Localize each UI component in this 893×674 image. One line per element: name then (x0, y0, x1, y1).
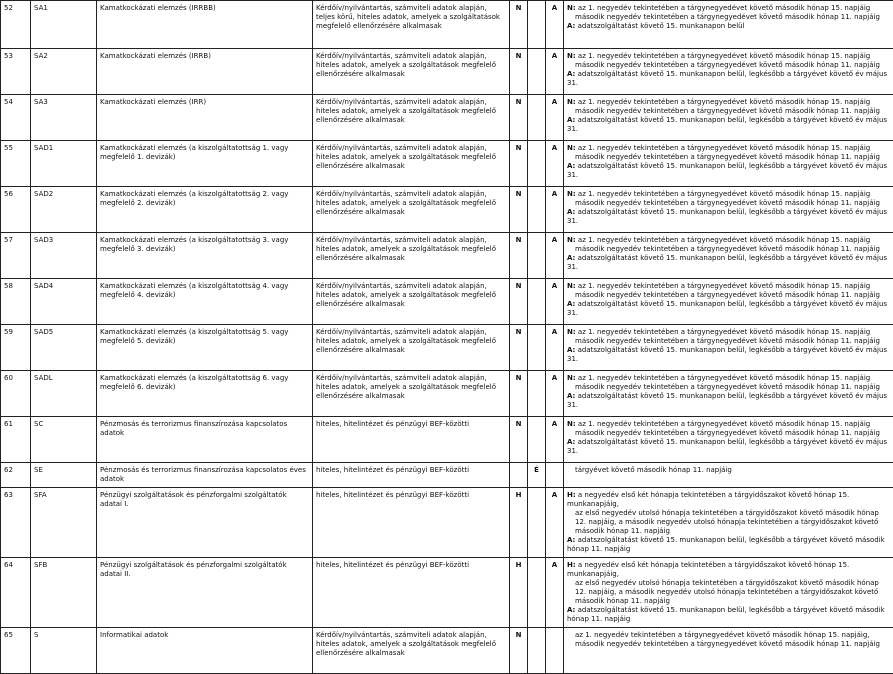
deadline-label: N: (567, 98, 576, 106)
row-annual-flag (528, 141, 546, 187)
deadline-text: az 1. negyedév tekintetében a tárgynegyedévet követő második hónap 15. napjáig (578, 98, 870, 106)
table-row (1, 371, 893, 417)
row-frequency-flag: N (510, 49, 528, 95)
row-name: Kamatkockázati elemzés (IRR) (97, 95, 313, 141)
row-source: hiteles, hitelintézet és pénzügyi BEF-közötti (313, 488, 510, 558)
deadline-line (567, 52, 890, 61)
row-name: Kamatkockázati elemzés (a kiszolgáltatottság 5. vagy megfelelő 5. devizák) (97, 325, 313, 371)
row-frequency-flag: H (510, 488, 528, 558)
row-name: Kamatkockázati elemzés (a kiszolgáltatottság 3. vagy megfelelő 3. devizák) (97, 233, 313, 279)
table-row (1, 1, 893, 49)
row-adhoc-flag (546, 628, 564, 674)
deadline-line (567, 374, 890, 383)
deadline-label: A: (567, 606, 575, 614)
row-name: Kamatkockázati elemzés (a kiszolgáltatottság 6. vagy megfelelő 6. devizák) (97, 371, 313, 417)
row-source: Kérdőív/nyilvántartás, számviteli adatok alapján, hiteles adatok, amelyek a szolgáltatások megfelelő ellenőrzésére alkalmasak (313, 279, 510, 325)
row-adhoc-flag: A (546, 233, 564, 279)
deadline-text: adatszolgáltatást követő 15. munkanapon belül, legkésőbb a tárgyévet követő év május 31. (567, 254, 887, 271)
deadline-line (567, 466, 890, 475)
deadline-line (567, 70, 890, 88)
deadline-line (567, 561, 890, 579)
deadline-line (567, 606, 890, 624)
deadline-label: A: (567, 208, 575, 216)
row-deadline (564, 463, 893, 488)
row-source: Kérdőív/nyilvántartás, számviteli adatok alapján, hiteles adatok, amelyek a szolgáltatások megfelelő ellenőrzésére alkalmasak (313, 141, 510, 187)
deadline-text: tárgyévet követő második hónap 11. napjáig (575, 466, 732, 474)
row-code: SA1 (31, 1, 97, 49)
row-adhoc-flag: A (546, 141, 564, 187)
deadline-text: az 1. negyedév tekintetében a tárgynegyedévet követő második hónap 15. napjáig, (575, 631, 870, 639)
deadline-text: az 1. negyedév tekintetében a tárgynegyedévet követő második hónap 15. napjáig (578, 282, 870, 290)
row-deadline (564, 628, 893, 674)
row-annual-flag (528, 279, 546, 325)
deadline-line (567, 199, 890, 208)
deadline-label: A: (567, 254, 575, 262)
deadline-text: második negyedév tekintetében a tárgynegyedévet követő második hónap 11. napjáig (575, 383, 880, 391)
row-code: SAD1 (31, 141, 97, 187)
deadline-line (567, 346, 890, 364)
row-number: 64 (1, 558, 31, 628)
row-number: 54 (1, 95, 31, 141)
deadline-line (567, 640, 890, 649)
row-code: S (31, 628, 97, 674)
row-frequency-flag: N (510, 187, 528, 233)
deadline-line (567, 4, 890, 13)
row-name: Kamatkockázati elemzés (IRRB) (97, 49, 313, 95)
deadline-line (567, 383, 890, 392)
deadline-text: második negyedév tekintetében a tárgynegyedévet követő második hónap 11. napjáig (575, 153, 880, 161)
deadline-text: második negyedév tekintetében a tárgynegyedévet követő második hónap 11. napjáig (575, 640, 880, 648)
deadline-text: az 1. negyedév tekintetében a tárgynegyedévet követő második hónap 15. napjáig (578, 420, 870, 428)
deadline-text: a negyedév első két hónapja tekintetében a tárgyidőszakot követő hónap 15. munkanapjáig, (567, 491, 849, 508)
row-annual-flag (528, 95, 546, 141)
deadline-line (567, 245, 890, 254)
deadline-text: második negyedév tekintetében a tárgynegyedévet követő második hónap 11. napjáig (575, 291, 880, 299)
row-annual-flag (528, 233, 546, 279)
deadline-line (567, 429, 890, 438)
row-annual-flag (528, 325, 546, 371)
table-row (1, 141, 893, 187)
deadline-label: A: (567, 438, 575, 446)
deadline-text: az 1. negyedév tekintetében a tárgynegyedévet követő második hónap 15. napjáig (578, 52, 870, 60)
deadline-label: N: (567, 236, 576, 244)
deadline-text: adatszolgáltatást követő 15. munkanapon belül, legkésőbb a tárgyévet követő év május 31. (567, 116, 887, 133)
row-number: 61 (1, 417, 31, 463)
row-number: 57 (1, 233, 31, 279)
deadline-label: A: (567, 300, 575, 308)
deadline-line (567, 631, 890, 640)
deadline-label: N: (567, 4, 576, 12)
row-number: 58 (1, 279, 31, 325)
row-frequency-flag: N (510, 417, 528, 463)
deadline-line (567, 254, 890, 272)
deadline-text: adatszolgáltatást követő 15. munkanapon belül, legkésőbb a tárgyévet követő év május 31. (567, 300, 887, 317)
table-row (1, 417, 893, 463)
deadline-text: adatszolgáltatást követő 15. munkanapon belül, legkésőbb a tárgyévet követő második hónap 11. napjáig (567, 606, 885, 623)
deadline-text: második negyedév tekintetében a tárgynegyedévet követő második hónap 11. napjáig (575, 429, 880, 437)
table-row (1, 233, 893, 279)
table-row (1, 49, 893, 95)
deadline-line (567, 392, 890, 410)
table-row (1, 187, 893, 233)
deadline-text: az 1. negyedév tekintetében a tárgynegyedévet követő második hónap 15. napjáig (578, 144, 870, 152)
row-code: SAD3 (31, 233, 97, 279)
deadline-line (567, 328, 890, 337)
row-frequency-flag: N (510, 1, 528, 49)
deadline-line (567, 579, 890, 606)
row-name: Kamatkockázati elemzés (a kiszolgáltatottság 1. vagy megfelelő 1. devizák) (97, 141, 313, 187)
deadline-line (567, 144, 890, 153)
deadline-label: A: (567, 70, 575, 78)
table-body (1, 1, 893, 674)
deadline-label: H: (567, 491, 576, 499)
row-deadline (564, 417, 893, 463)
row-adhoc-flag: A (546, 488, 564, 558)
deadline-text: adatszolgáltatást követő 15. munkanapon belül, legkésőbb a tárgyévet követő második hónap 11. napjáig (567, 536, 885, 553)
deadline-label: A: (567, 346, 575, 354)
deadline-line (567, 282, 890, 291)
deadline-line (567, 190, 890, 199)
row-name: Informatikai adatok (97, 628, 313, 674)
deadline-text: az első negyedév utolsó hónapja tekintetében a tárgyidőszakot követő második hónap 12. napjáig, a második negyedév utolsó hónapja tekintetében a tárgyidőszakot követő második hónap 11. napjáig (575, 509, 879, 535)
row-code: SADL (31, 371, 97, 417)
row-deadline (564, 95, 893, 141)
deadline-line (567, 98, 890, 107)
row-name: Kamatkockázati elemzés (IRRBB) (97, 1, 313, 49)
row-source: Kérdőív/nyilvántartás, számviteli adatok alapján, hiteles adatok, amelyek a szolgáltatások megfelelő ellenőrzésére alkalmasak (313, 628, 510, 674)
deadline-label: N: (567, 190, 576, 198)
table-row (1, 628, 893, 674)
row-adhoc-flag: A (546, 279, 564, 325)
deadline-text: második negyedév tekintetében a tárgynegyedévet követő második hónap 11. napjáig (575, 107, 880, 115)
deadline-line (567, 236, 890, 245)
deadline-label: N: (567, 374, 576, 382)
table-row (1, 95, 893, 141)
deadline-line (567, 61, 890, 70)
row-adhoc-flag (546, 463, 564, 488)
row-number: 63 (1, 488, 31, 558)
row-deadline (564, 1, 893, 49)
row-source: Kérdőív/nyilvántartás, számviteli adatok alapján, hiteles adatok, amelyek a szolgáltatások megfelelő ellenőrzésére alkalmasak (313, 371, 510, 417)
deadline-line (567, 107, 890, 116)
row-annual-flag (528, 1, 546, 49)
row-adhoc-flag: A (546, 417, 564, 463)
deadline-label: N: (567, 144, 576, 152)
table-row (1, 279, 893, 325)
row-source: Kérdőív/nyilvántartás, számviteli adatok alapján, hiteles adatok, amelyek a szolgáltatások megfelelő ellenőrzésére alkalmasak (313, 95, 510, 141)
row-number: 55 (1, 141, 31, 187)
deadline-text: második negyedév tekintetében a tárgynegyedévet követő második hónap 11. napjáig (575, 199, 880, 207)
row-source: Kérdőív/nyilvántartás, számviteli adatok alapján, teljes körű, hiteles adatok, amelyek a szolgáltatások megfelelő ellenőrzésére alkalmasak (313, 1, 510, 49)
deadline-label: N: (567, 282, 576, 290)
table-row (1, 488, 893, 558)
row-annual-flag (528, 628, 546, 674)
row-code: SA2 (31, 49, 97, 95)
row-deadline (564, 279, 893, 325)
row-source: hiteles, hitelintézet és pénzügyi BEF-közötti (313, 558, 510, 628)
row-frequency-flag: H (510, 558, 528, 628)
deadline-line (567, 22, 890, 31)
deadline-label: A: (567, 392, 575, 400)
deadline-label: A: (567, 22, 575, 30)
row-annual-flag (528, 417, 546, 463)
deadline-line (567, 509, 890, 536)
deadline-text: második negyedév tekintetében a tárgynegyedévet követő második hónap 11. napjáig (575, 13, 880, 21)
row-deadline (564, 233, 893, 279)
row-source: Kérdőív/nyilvántartás, számviteli adatok alapján, hiteles adatok, amelyek a szolgáltatások megfelelő ellenőrzésére alkalmasak (313, 49, 510, 95)
table-row (1, 463, 893, 488)
row-number: 62 (1, 463, 31, 488)
row-frequency-flag: N (510, 325, 528, 371)
deadline-line (567, 300, 890, 318)
deadline-text: az 1. negyedév tekintetében a tárgynegyedévet követő második hónap 15. napjáig (578, 328, 870, 336)
deadline-label: A: (567, 116, 575, 124)
row-frequency-flag: N (510, 628, 528, 674)
row-adhoc-flag: A (546, 558, 564, 628)
row-name: Kamatkockázati elemzés (a kiszolgáltatottság 4. vagy megfelelő 4. devizák) (97, 279, 313, 325)
row-adhoc-flag: A (546, 95, 564, 141)
row-name: Kamatkockázati elemzés (a kiszolgáltatottság 2. vagy megfelelő 2. devizák) (97, 187, 313, 233)
deadline-text: az 1. negyedév tekintetében a tárgynegyedévet követő második hónap 15. napjáig (578, 4, 870, 12)
row-name: Pénzmosás és terrorizmus finanszírozása kapcsolatos éves adatok (97, 463, 313, 488)
row-frequency-flag: N (510, 279, 528, 325)
row-adhoc-flag: A (546, 325, 564, 371)
deadline-line (567, 491, 890, 509)
row-frequency-flag (510, 463, 528, 488)
deadline-text: második negyedév tekintetében a tárgynegyedévet követő második hónap 11. napjáig (575, 61, 880, 69)
row-deadline (564, 187, 893, 233)
row-number: 53 (1, 49, 31, 95)
row-source: Kérdőív/nyilvántartás, számviteli adatok alapján, hiteles adatok, amelyek a szolgáltatások megfelelő ellenőrzésére alkalmasak (313, 187, 510, 233)
row-name: Pénzügyi szolgáltatások és pénzforgalmi szolgáltatók adatai I. (97, 488, 313, 558)
row-source: Kérdőív/nyilvántartás, számviteli adatok alapján, hiteles adatok, amelyek a szolgáltatások megfelelő ellenőrzésére alkalmasak (313, 325, 510, 371)
deadline-text: az első negyedév utolsó hónapja tekintetében a tárgyidőszakot követő második hónap 12. napjáig, a második negyedév utolsó hónapja tekintetében a tárgyidőszakot követő második hónap 11. napjáig (575, 579, 879, 605)
row-deadline (564, 141, 893, 187)
deadline-label: A: (567, 162, 575, 170)
row-number: 56 (1, 187, 31, 233)
deadline-text: második negyedév tekintetében a tárgynegyedévet követő második hónap 11. napjáig (575, 245, 880, 253)
row-code: SC (31, 417, 97, 463)
row-code: SAD5 (31, 325, 97, 371)
row-frequency-flag: N (510, 233, 528, 279)
row-annual-flag (528, 558, 546, 628)
row-frequency-flag: N (510, 141, 528, 187)
row-source: hiteles, hitelintézet és pénzügyi BEF-közötti (313, 463, 510, 488)
deadline-label: N: (567, 52, 576, 60)
deadline-text: adatszolgáltatást követő 15. munkanapon belül (578, 22, 745, 30)
row-code: SAD4 (31, 279, 97, 325)
row-source: hiteles, hitelintézet és pénzügyi BEF-közötti (313, 417, 510, 463)
deadline-label: N: (567, 420, 576, 428)
row-deadline (564, 371, 893, 417)
row-annual-flag (528, 187, 546, 233)
row-deadline (564, 558, 893, 628)
row-adhoc-flag: A (546, 49, 564, 95)
row-number: 52 (1, 1, 31, 49)
row-number: 59 (1, 325, 31, 371)
row-name: Pénzügyi szolgáltatások és pénzforgalmi szolgáltatók adatai II. (97, 558, 313, 628)
row-adhoc-flag: A (546, 1, 564, 49)
deadline-text: adatszolgáltatást követő 15. munkanapon belül, legkésőbb a tárgyévet követő év május 31. (567, 208, 887, 225)
row-deadline (564, 49, 893, 95)
row-deadline (564, 488, 893, 558)
deadline-label: N: (567, 328, 576, 336)
deadline-line (567, 208, 890, 226)
deadline-text: az 1. negyedév tekintetében a tárgynegyedévet követő második hónap 15. napjáig (578, 236, 870, 244)
row-code: SAD2 (31, 187, 97, 233)
row-annual-flag: É (528, 463, 546, 488)
deadline-text: adatszolgáltatást követő 15. munkanapon belül, legkésőbb a tárgyévet követő év május 31. (567, 162, 887, 179)
row-frequency-flag: N (510, 371, 528, 417)
row-name: Pénzmosás és terrorizmus finanszírozása kapcsolatos adatok (97, 417, 313, 463)
row-annual-flag (528, 488, 546, 558)
row-deadline (564, 325, 893, 371)
row-adhoc-flag: A (546, 187, 564, 233)
deadline-text: második negyedév tekintetében a tárgynegyedévet követő második hónap 11. napjáig (575, 337, 880, 345)
row-code: SA3 (31, 95, 97, 141)
deadline-label: A: (567, 536, 575, 544)
deadline-text: adatszolgáltatást követő 15. munkanapon belül, legkésőbb a tárgyévet követő év május 31. (567, 392, 887, 409)
deadline-text: az 1. negyedév tekintetében a tárgynegyedévet követő második hónap 15. napjáig (578, 374, 870, 382)
row-annual-flag (528, 49, 546, 95)
deadline-line (567, 438, 890, 456)
deadline-text: adatszolgáltatást követő 15. munkanapon belül, legkésőbb a tárgyévet követő év május 31. (567, 346, 887, 363)
row-code: SFA (31, 488, 97, 558)
row-adhoc-flag: A (546, 371, 564, 417)
row-code: SFB (31, 558, 97, 628)
deadline-text: az 1. negyedév tekintetében a tárgynegyedévet követő második hónap 15. napjáig (578, 190, 870, 198)
deadline-line (567, 536, 890, 554)
table-row (1, 325, 893, 371)
row-code: SE (31, 463, 97, 488)
deadline-line (567, 337, 890, 346)
deadline-label: H: (567, 561, 576, 569)
row-frequency-flag: N (510, 95, 528, 141)
row-number: 65 (1, 628, 31, 674)
deadline-line (567, 162, 890, 180)
row-number: 60 (1, 371, 31, 417)
table-row (1, 558, 893, 628)
deadline-line (567, 420, 890, 429)
deadline-line (567, 116, 890, 134)
deadline-line (567, 13, 890, 22)
deadline-text: adatszolgáltatást követő 15. munkanapon belül, legkésőbb a tárgyévet követő év május 31. (567, 438, 887, 455)
deadline-text: adatszolgáltatást követő 15. munkanapon belül, legkésőbb a tárgyévet követő év május 31. (567, 70, 887, 87)
deadline-text: a negyedév első két hónapja tekintetében a tárgyidőszakot követő hónap 15. munkanapjáig, (567, 561, 849, 578)
deadline-line (567, 153, 890, 162)
deadline-line (567, 291, 890, 300)
row-annual-flag (528, 371, 546, 417)
row-source: Kérdőív/nyilvántartás, számviteli adatok alapján, hiteles adatok, amelyek a szolgáltatások megfelelő ellenőrzésére alkalmasak (313, 233, 510, 279)
